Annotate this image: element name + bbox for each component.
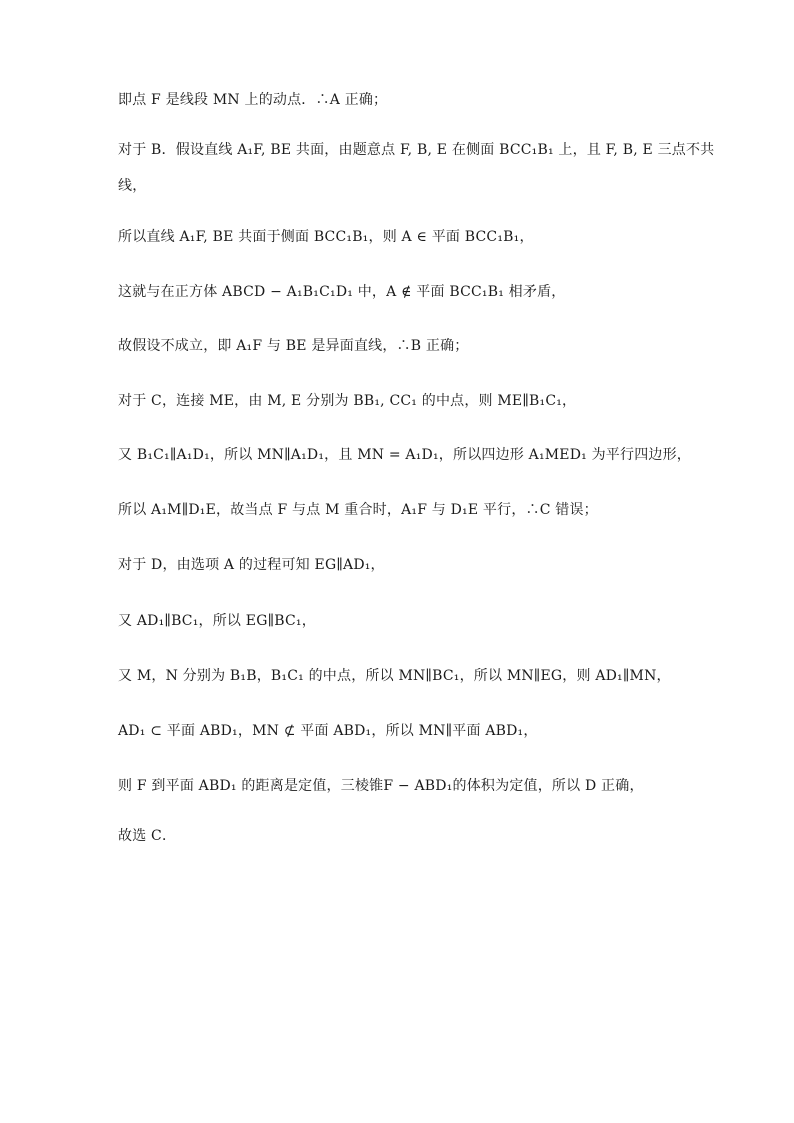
text-line-14: 则 F 到平面 ABD₁ 的距离是定值，三棱锥F − ABD₁的体积为定值，所以 D 正确， — [118, 778, 644, 794]
text-line-2: 对于 B．假设直线 A₁F, BE 共面，由题意点 F, B, E 在侧面 BCC₁B₁ 上，且 F, B, E 三点不共 — [118, 142, 715, 158]
text-line-8: 又 B₁C₁∥A₁D₁，所以 MN∥A₁D₁，且 MN = A₁D₁，所以四边形 A₁MED₁ 为平行四边形， — [118, 447, 692, 463]
text-line-12: 又 M，N 分别为 B₁B，B₁C₁ 的中点，所以 MN∥BC₁，所以 MN∥EG，则 AD₁∥MN， — [118, 668, 671, 684]
text-line-13: AD₁ ⊂ 平面 ABD₁，MN ⊄ 平面 ABD₁，所以 MN∥平面 ABD₁， — [118, 723, 538, 739]
text-line-10: 对于 D，由选项 A 的过程可知 EG∥AD₁， — [118, 557, 385, 573]
text-line-4: 所以直线 A₁F, BE 共面于侧面 BCC₁B₁，则 A ∈ 平面 BCC₁B₁， — [118, 229, 534, 245]
text-line-6: 故假设不成立，即 A₁F 与 BE 是异面直线，∴B 正确； — [118, 338, 469, 354]
text-line-9: 所以 A₁M∥D₁E，故当点 F 与点 M 重合时，A₁F 与 D₁E 平行，∴C 错误； — [118, 502, 598, 518]
text-line-1: 即点 F 是线段 MN 上的动点．∴A 正确； — [118, 92, 388, 108]
text-line-5: 这就与在正方体 ABCD − A₁B₁C₁D₁ 中，A ∉ 平面 BCC₁B₁ 相矛盾， — [118, 284, 566, 300]
text-line-11: 又 AD₁∥BC₁，所以 EG∥BC₁， — [118, 613, 316, 629]
text-line-7: 对于 C，连接 ME，由 M, E 分别为 BB₁, CC₁ 的中点，则 ME∥B₁C₁， — [118, 393, 577, 409]
text-line-3: 线， — [118, 178, 147, 194]
text-line-15: 故选 C． — [118, 828, 177, 844]
